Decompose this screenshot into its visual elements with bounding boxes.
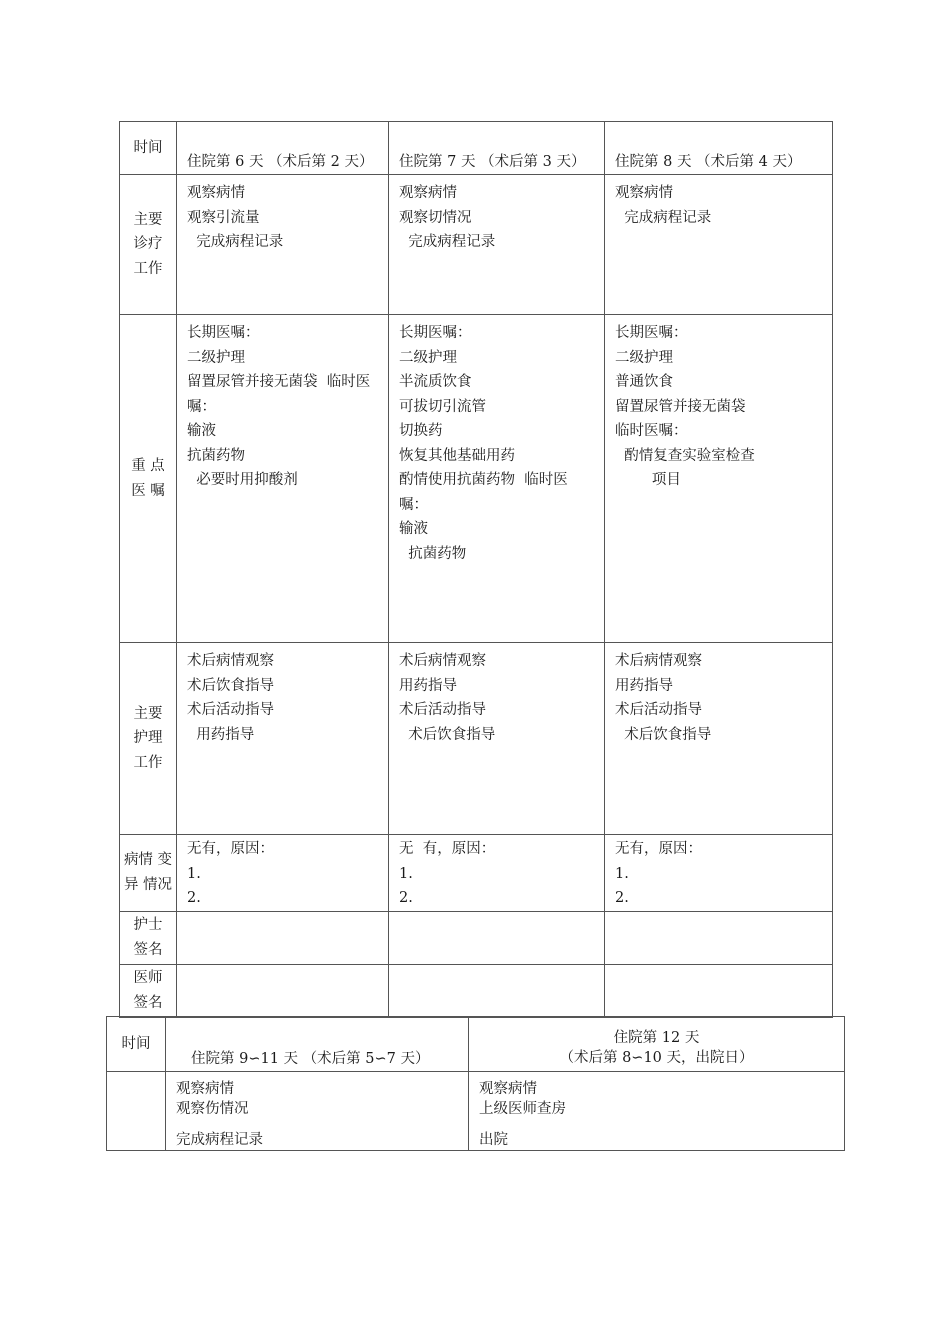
nurse-sign-day8[interactable] [605,911,833,964]
list-item: 完成病程记录 [615,209,712,226]
list-item: 可拔切引流管 [399,398,486,415]
list-item: 术后病情观察 [187,653,274,669]
list-item: 2. [615,890,629,906]
diagnosis-row-2 [107,1072,845,1151]
list-item: 必要时用抑酸剂 [187,472,298,488]
list-item: 临时医嘱： [615,423,688,439]
list-item: 抗菌药物 [187,447,245,464]
nursing-day6 [177,643,389,835]
day9-11-header: 住院第 9∽11 天 （术后第 5∽7 天） [166,1017,469,1072]
list-item: 观察病情 [187,185,245,201]
list-item: 观察伤情况 [176,1101,249,1117]
diagnosis-day7 [389,175,605,315]
list-item: 长期医嘱： [187,325,260,341]
nurse-sign-label [120,911,177,964]
doctor-sign-row [120,964,833,1017]
nurse-sign-day6[interactable] [177,911,389,964]
variance-row [120,835,833,912]
list-item: 完成病程记录 [176,1132,263,1148]
list-item: 无 有，原因： [399,841,496,857]
list-item: 观察病情 [399,185,457,201]
list-item: 2. [399,890,413,906]
list-item: 观察切情况 [399,209,472,226]
list-item: 无有，原因： [615,841,702,857]
variance-day6 [177,835,389,912]
variance-day8 [605,835,833,912]
list-item: 1. [187,865,201,882]
orders-day6 [177,315,389,643]
list-item: 二级护理 [399,349,457,366]
list-item: 术后饮食指导 [187,677,274,694]
list-item: 观察引流量 [187,209,260,226]
header-row-2 [107,1017,845,1072]
list-item: 完成病程记录 [399,234,496,250]
nursing-label [120,643,177,835]
list-item: 完成病程记录 [187,234,284,250]
list-item: 1. [615,865,629,882]
list-item: 术后饮食指导 [615,726,712,743]
doctor-sign-day8[interactable] [605,964,833,1017]
list-item: 2. [187,890,201,906]
list-item: 出院 [479,1132,508,1148]
nursing-label-text: 主要 护理 工作 [133,705,163,771]
list-item: 普通饮食 [615,374,673,390]
list-item: 术后病情观察 [615,653,702,669]
list-item: 嘱： [399,496,428,513]
list-item: 酌情使用抗菌药物 临时医 [399,472,568,488]
list-item: 输液 [187,423,216,439]
day12-header-line1: 住院第 12 天 [613,1030,700,1046]
day12-header [469,1017,845,1072]
diagnosis-day12 [469,1072,845,1151]
diagnosis-label-text: 主要 诊疗 工作 [133,211,163,277]
list-item: 项目 [615,472,681,488]
list-item: 术后活动指导 [615,702,702,718]
variance-day7 [389,835,605,912]
list-item: 抗菌药物 [399,545,467,562]
day8-header: 住院第 8 天 （术后第 4 天） [605,122,833,175]
list-item: 术后活动指导 [187,702,274,718]
list-item: 半流质饮食 [399,374,472,390]
list-item: 酌情复查实验室检查 [615,447,755,464]
doctor-sign-day7[interactable] [389,964,605,1017]
list-item: 嘱： [187,398,216,415]
nursing-day8 [605,643,833,835]
list-item: 留置尿管并接无菌袋 临时医 [187,374,371,390]
diagnosis-day6 [177,175,389,315]
orders-day8 [605,315,833,643]
list-item: 用药指导 [615,677,673,694]
clinical-pathway-table-days-9-12 [106,1016,845,1151]
orders-row [120,315,833,643]
list-item: 二级护理 [615,349,673,366]
variance-label [120,835,177,912]
list-item: 用药指导 [399,677,457,694]
variance-label-text: 病情 变 异 情况 [123,852,173,893]
diagnosis-label-2 [107,1072,166,1151]
day6-header: 住院第 6 天 （术后第 2 天） [177,122,389,175]
doctor-sign-label-text: 医师 签名 [133,970,163,1011]
nurse-sign-row [120,911,833,964]
list-item: 恢复其他基础用药 [399,447,515,464]
day12-header-line2: （术后第 8∽10 天，出院日） [559,1050,754,1066]
list-item: 观察病情 [479,1081,537,1097]
list-item: 观察病情 [615,185,673,201]
nursing-day7 [389,643,605,835]
nurse-sign-label-text: 护士 签名 [133,917,163,958]
diagnosis-row [120,175,833,315]
time-label-2: 时间 [107,1017,166,1072]
list-item: 切换药 [399,423,443,439]
orders-label-text: 重 点 医 嘱 [131,458,165,499]
list-item: 长期医嘱： [615,325,688,341]
list-item: 留置尿管并接无菌袋 [615,398,746,415]
diagnosis-label [120,175,177,315]
diagnosis-day9-11 [166,1072,469,1151]
orders-day7 [389,315,605,643]
nursing-row [120,643,833,835]
list-item: 术后活动指导 [399,702,486,718]
time-label: 时间 [120,122,177,175]
list-item: 术后饮食指导 [399,726,496,743]
nurse-sign-day7[interactable] [389,911,605,964]
doctor-sign-day6[interactable] [177,964,389,1017]
list-item: 术后病情观察 [399,653,486,669]
orders-label [120,315,177,643]
list-item: 上级医师查房 [479,1101,566,1117]
list-item: 二级护理 [187,349,245,366]
list-item: 1. [399,865,413,882]
list-item: 观察病情 [176,1081,234,1097]
clinical-pathway-table-days-6-8 [119,121,833,1018]
list-item: 用药指导 [187,726,255,743]
day7-header: 住院第 7 天 （术后第 3 天） [389,122,605,175]
diagnosis-day8 [605,175,833,315]
list-item: 无有，原因： [187,841,274,857]
header-row [120,122,833,175]
doctor-sign-label [120,964,177,1017]
list-item: 长期医嘱： [399,325,472,341]
list-item: 输液 [399,521,428,537]
